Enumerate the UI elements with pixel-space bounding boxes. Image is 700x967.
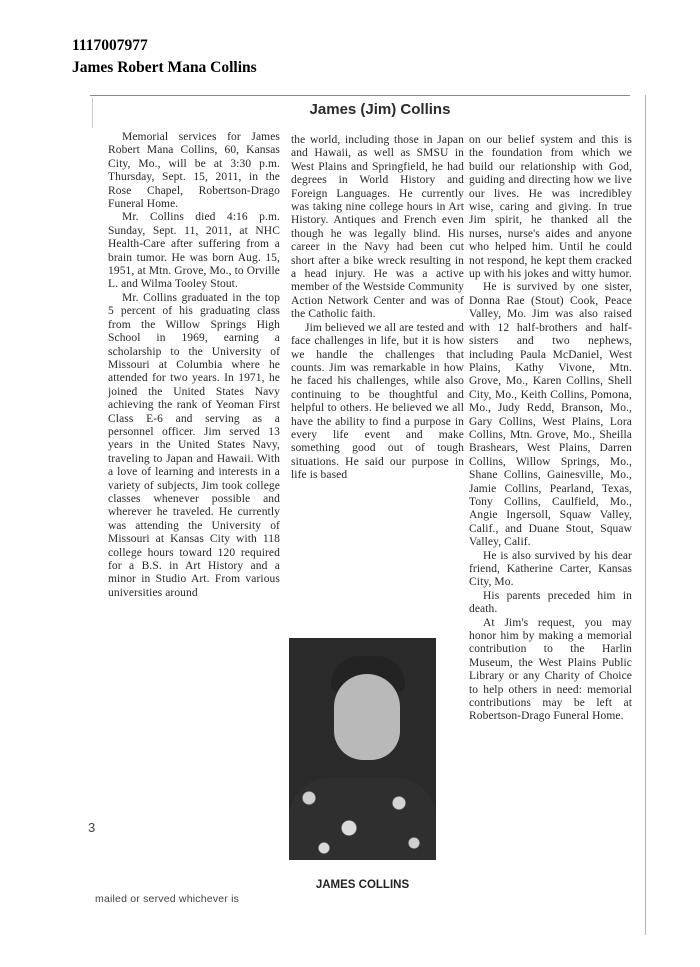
paragraph: His parents preceded him in death. (469, 589, 632, 616)
clipping-top-edge (90, 95, 630, 96)
record-name: James Robert Mana Collins (72, 59, 257, 76)
article-column-1 (108, 131, 280, 600)
obituary-title: James (Jim) Collins (309, 101, 451, 118)
margin-fragment: 3 (88, 820, 96, 835)
photo-shirt (289, 778, 436, 860)
paragraph: the world, including those in Japan and Hawaii, as well as SMSU in West Plains and Springfield, he had degrees in World History and Foreign Languages. He currently was taking nine college hours in Art History. Antiques and French even though he was legally blind. His career in the Navy had been cut short after a bike wreck resulting in a head injury. He was a active member of the Westside Community Action Network Center and was of the Catholic faith. (291, 134, 464, 321)
clipping-right-edge (645, 95, 646, 935)
paragraph: Mr. Collins died 4:16 p.m. Sunday, Sept. 11, 2011, at NHC Health-Care after suffering from a brain tumor. He was born Aug. 15, 1951, at Mtn. Grove, Mo., to Orville L. and Wilma Tooley Stout. (108, 211, 280, 291)
photo-caption: JAMES COLLINS (315, 879, 410, 891)
portrait-photo (289, 638, 436, 860)
paragraph: He is survived by one sister, Donna Rae (Stout) Cook, Peace Valley, Mo. Jim was also raised with 12 half-brothers and half-sisters and two nephews, including Paula McDaniel, West Plains, Kathy Vivone, Mtn. Grove, Mo., Karen Collins, Shell City, Mo., Keith Collins, Pomona, Mo., Judy Redd, Branson, Mo., Gary Collins, West Plains, Lora Collins, Mtn. Grove, Mo., Sheilla Brashears, West Plains, Darren Collins, Willow Springs, Mo., Shane Collins, Gainesville, Mo., Jamie Collins, Pearland, Texas, Tony Collins, Caulfield, Mo., Angie Ingersoll, Squaw Valley, Calif., and Duane Stout, Squaw Valley, Calif. (469, 281, 632, 549)
bottom-fragment-text: mailed or served whichever is (95, 893, 240, 905)
paragraph: Memorial services for James Robert Mana Collins, 60, Kansas City, Mo., will be at 3:30 p.m. Thursday, Sept. 15, 2011, in the Rose Chapel, Robertson-Drago Funeral Home. (108, 131, 280, 211)
record-id: 1117007977 (72, 37, 148, 54)
paragraph: Jim believed we all are tested and face challenges in life, but it is how we handle the challenges that counts. Jim was remarkable in how he faced his challenges, while also continuing to be thoughtful and helpful to others. He believed we all have the ability to find a purpose in every life event and make something good out of tough situations. He said our purpose in life is based (291, 321, 464, 482)
article-column-3 (469, 134, 632, 724)
article-column-2 (291, 134, 464, 483)
paragraph: At Jim's request, you may honor him by making a memorial contribution to the Harlin Museum, the West Plains Public Library or any Charity of Choice to help others in need: memorial contributions may be left at Robertson-Drago Funeral Home. (469, 616, 632, 723)
paragraph: on our belief system and this is the foundation from which we build our relationship with God, guiding and directing how we live our lives. He was incredibley wise, caring and giving. In true Jim spirit, he thanked all the nurses, nurse's aides and anyone who helped him. Until he could not respond, he kept them cracked up with his jokes and witty humor. (469, 134, 632, 281)
photo-face (334, 674, 400, 760)
paragraph: Mr. Collins graduated in the top 5 percent of his graduating class from the Willow Springs High School in 1969, earning a scholarship to the University of Missouri at Columbia where he attended for two years. In 1971, he joined the United States Navy achieving the rank of Yeoman First Class E-6 and serving as a personnel officer. Jim served 13 years in the United States Navy, traveling to Japan and Hawaii. With a love of learning and interests in a variety of subjects, Jim took college classes whenever possible and wherever he traveled. He currently was attending the University of Missouri at Kansas City with 118 college hours toward 120 required for a B.S. in Art History and a minor in Studio Art. From various universities around (108, 291, 280, 599)
paragraph: He is also survived by his dear friend, Katherine Carter, Kansas City, Mo. (469, 549, 632, 589)
